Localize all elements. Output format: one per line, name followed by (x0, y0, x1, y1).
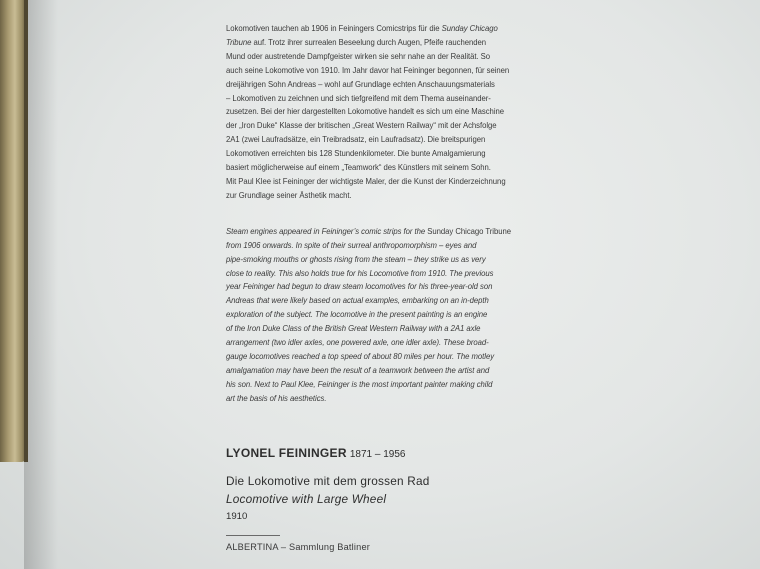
divider-rule (226, 535, 280, 536)
collection-credit: ALBERTINA – Sammlung Batliner (226, 542, 371, 552)
wall-label (226, 22, 530, 406)
english-description: Steam engines appeared in Feininger’s comic strips for the Sunday Chicago Tribune from 1906 onwards. In spite of their surreal anthropomorphism – eyes and pipe-smoking mouths or ghosts rising from the steam – they strike us as very close to reality. This also holds true for his Locomotive from 1910. The previous year Feininger had begun to draw steam locomotives for his three-year-old son Andreas that were likely based on actual examples, embarking on an in-depth exploration of the subject. The locomotive in the present painting is an engine of the Iron Duke Class of the British Great Western Railway with a 2A1 axle arrangement (two idler axles, one powered axle, one idler axle). These broad- gauge locomotives reached a top speed of about 80 miles per hour. The motley amalgamation may have been the result of a teamwork between the artist and his son. Next to Paul Klee, Feininger is the most important painter making child art the basis of his aesthetics. (226, 225, 512, 403)
artwork-year: 1910 (226, 511, 248, 522)
painting-frame (0, 0, 27, 462)
painting-frame-edge (24, 0, 28, 462)
artist-name: LYONEL FEININGER (226, 446, 347, 460)
artwork-title-english: Locomotive with Large Wheel (226, 492, 387, 506)
german-description: Lokomotiven tauchen ab 1906 in Feiningers Comicstrips für die Sunday Chicago Tribune auf. Trotz ihrer surrealen Beseelung durch Augen, Pfeife rauchenden Mund oder austretende Dampfgeister wirken sie sehr nahe an der Realität. So auch seine Lokomotive von 1910. Im Jahr davor hat Feininger begonnen, für seinen dreijährigen Sohn Andreas – wohl auf Grundlage echten Anschauungsmaterials – Lokomotiven zu zeichnen und sich tiefgreifend mit dem Thema auseinander- zusetzen. Bei der hier dargestellten Lokomotive handelt es sich um eine Maschine der „Iron Duke“ Klasse der britischen „Great Western Railway“ mit der Achsfolge 2A1 (zwei Laufradsätze, ein Treibradsatz, ein Laufradsatz). Die breitspurigen Lokomotiven erreichten bis 128 Stundenkilometer. Die bunte Amalgamierung basiert möglicherweise auf einem „Teamwork“ des Künstlers mit seinem Sohn. Mit Paul Klee ist Feininger der wichtigste Maler, der die Kunst der Kinderzeichnung zur Grundlage seiner Ästhetik macht. (226, 23, 510, 200)
artist-line (226, 446, 405, 460)
artist-dates: 1871 – 1956 (349, 449, 406, 460)
frame-shadow (24, 0, 58, 569)
artwork-title-german: Die Lokomotive mit dem grossen Rad (226, 474, 430, 488)
